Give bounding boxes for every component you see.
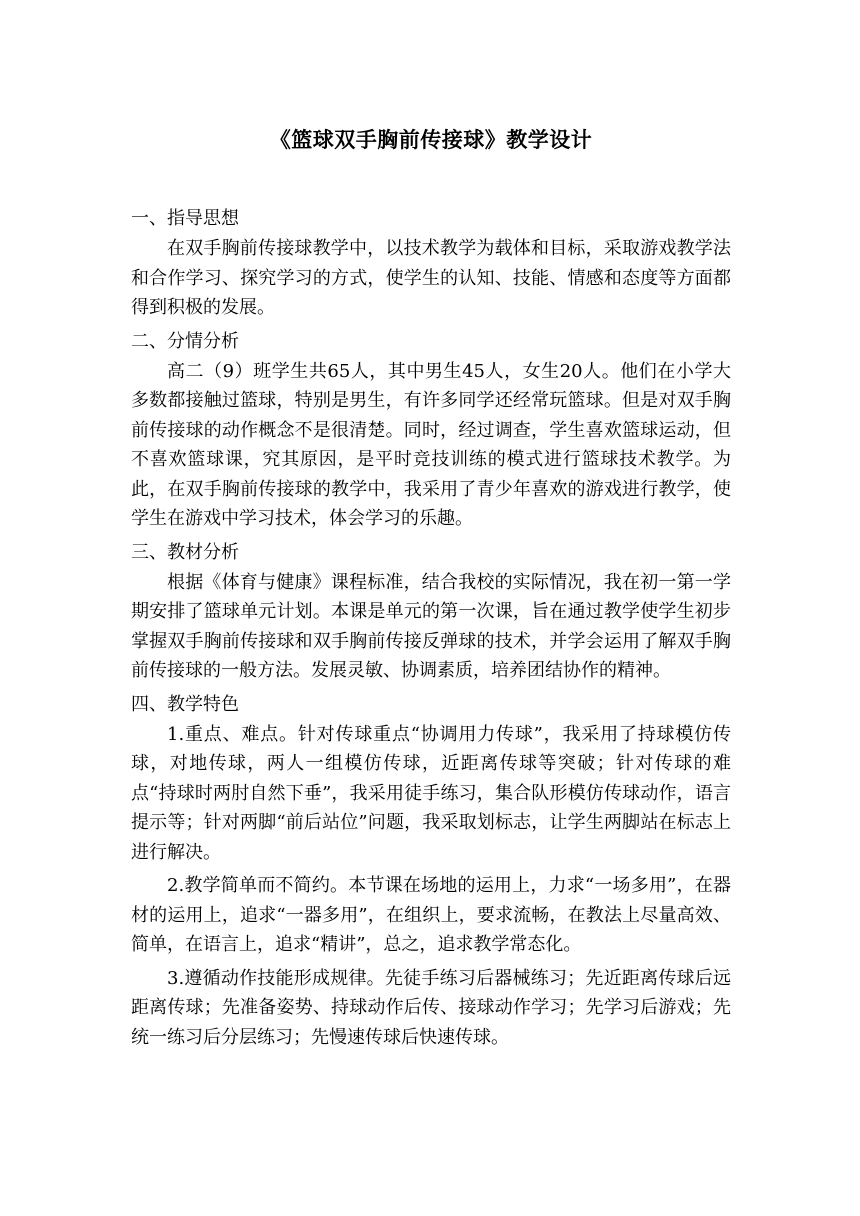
section-material-analysis [131,538,731,686]
section-guiding-ideology [131,204,731,323]
document-title: 《篮球双手胸前传接球》教学设计 [269,127,593,152]
section-teaching-features [131,690,731,1053]
section-student-analysis [131,327,731,534]
section-heading: 二、分情分析 [131,330,239,352]
section-heading: 三、教材分析 [131,541,239,563]
paragraph: 在双手胸前传接球教学中，以技术教学为载体和目标，采取游戏教学法和合作学习、探究学习的方式，使学生的认知、技能、情感和态度等方面都得到积极的发展。 [131,238,731,318]
paragraph: 1.重点、难点。针对传球重点“协调用力传球”，我采用了持球模仿传球，对地传球，两人一组模仿传球，近距离传球等突破；针对传球的难点“持球时两肘自然下垂”，我采用徒手练习，集合队形模仿传球动作，语言提示等；针对两脚“前后站位”问题，我采取划标志，让学生两脚站在标志上进行解决。 [131,723,731,863]
section-heading: 四、教学特色 [131,693,239,715]
document-page [131,120,731,1056]
section-heading: 一、指导思想 [131,208,239,229]
paragraph: 2.教学简单而不简约。本节课在场地的运用上，力求“一场多用”，在器材的运用上，追求“一器多用”，在组织上，要求流畅，在教法上尽量高效、简单，在语言上，追求“精讲”，总之，追求教学常态化。 [131,875,731,955]
paragraph: 3.遵循动作技能形成规律。先徒手练习后器械练习；先近距离传球后远距离传球；先准备姿势、持球动作后传、接球动作学习；先学习后游戏；先统一练习后分层练习；先慢速传球后快速传球。 [131,967,731,1048]
paragraph: 高二（9）班学生共65人，其中男生45人，女生20人。他们在小学大多数都接触过篮球，特别是男生，有许多同学还经常玩篮球。但是对双手胸前传接球的动作概念不是很清楚。同时，经过调查，学生喜欢篮球运动，但不喜欢篮球课，究其原因，是平时竞技训练的模式进行篮球技术教学。为此，在双手胸前传接球的教学中，我采用了青少年喜欢的游戏进行教学，使学生在游戏中学习技术，体会学习的乐趣。 [131,360,731,529]
paragraph: 根据《体育与健康》课程标准，结合我校的实际情况，我在初一第一学期安排了篮球单元计划。本课是单元的第一次课，旨在通过教学使学生初步掌握双手胸前传接球和双手胸前传接反弹球的技术，并学会运用了解双手胸前传接球的一般方法。发展灵敏、协调素质，培养团结协作的精神。 [131,571,731,681]
